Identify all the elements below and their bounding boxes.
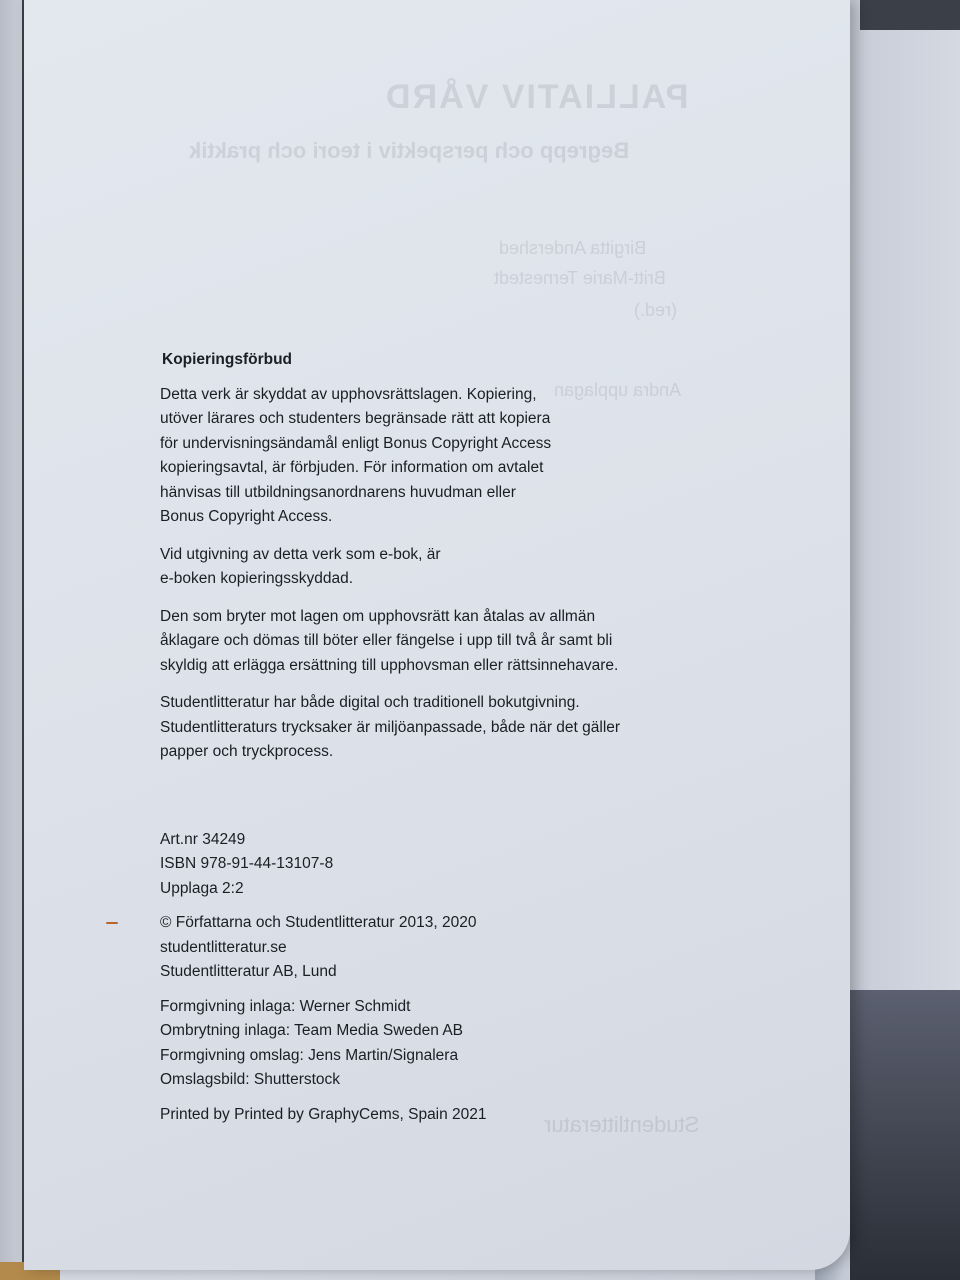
paragraph-penalty [160, 605, 680, 679]
spacer [160, 778, 680, 828]
text-line: Studentlitteraturs trycksaker är miljöanpassade, både när det gäller [160, 718, 621, 736]
text-line: Studentlitteratur har både digital och traditionell bokutgivning. [160, 694, 580, 711]
text-line: åklagare och dömas till böter eller fängelse i upp till två år samt bli [160, 632, 613, 649]
text-line: utöver lärares och studenters begränsade rätt att kopiera [160, 410, 551, 427]
ink-mark [106, 922, 118, 924]
credit-line: Omslagsbild: Shutterstock [160, 1071, 341, 1088]
text-line: för undervisningsändamål enligt Bonus Copyright Access [160, 434, 552, 452]
publisher-name: Studentlitteratur AB, Lund [160, 963, 337, 980]
credit-line: Formgivning omslag: Jens Martin/Signalera [160, 1046, 459, 1064]
bleed-through-subtitle: Begrepp och perspektiv i teori och praktik [189, 138, 630, 163]
printer-info [160, 1103, 680, 1128]
paragraph-environment [160, 691, 680, 765]
bleed-through-line: (red.) [634, 300, 678, 320]
bleed-through-title: PALLIATIV VÅRD [384, 78, 689, 116]
text-line: hänvisas till utbildningsanordnarens huvudman eller [160, 483, 516, 501]
article-info [160, 828, 680, 902]
edition: Upplaga 2:2 [160, 879, 244, 897]
publisher-website: studentlitteratur.se [160, 938, 287, 956]
bleed-through-line: Birgitta Andershed [499, 238, 647, 258]
text-line: Vid utgivning av detta verk som e-bok, är [160, 545, 441, 563]
section-heading: Kopieringsförbud [162, 351, 293, 368]
paragraph-copyright [160, 383, 680, 530]
text-line: Detta verk är skyddat av upphovsrättslagen. Kopiering, [160, 385, 537, 403]
design-credits [160, 995, 680, 1093]
background-bottom-right [850, 990, 960, 1280]
text-line: e-boken kopieringsskyddad. [160, 570, 354, 587]
copyright-notice: © Författarna och Studentlitteratur 2013, 2020 [160, 914, 477, 931]
bleed-through-line: Britt-Marie Ternestedt [494, 268, 666, 288]
text-line: skyldig att erlägga ersättning till upphovsman eller rättsinnehavare. [160, 656, 619, 674]
bleed-through-publisher: Studentlitteratur [544, 1112, 700, 1137]
credit-line: Formgivning inlaga: Werner Schmidt [160, 997, 411, 1015]
article-number: Art.nr 34249 [160, 830, 246, 848]
isbn: ISBN 978-91-44-13107-8 [160, 855, 334, 872]
credit-line: Ombrytning inlaga: Team Media Sweden AB [160, 1022, 463, 1039]
copyright-page-text [160, 348, 680, 1137]
publisher-info [160, 911, 680, 985]
text-line: kopieringsavtal, är förbjuden. För information om avtalet [160, 459, 544, 476]
background-top-right [860, 0, 960, 30]
bleed-through-line: Andra upplagan [554, 380, 682, 400]
text-line: papper och tryckprocess. [160, 743, 334, 760]
text-line: Den som bryter mot lagen om upphovsrätt kan åtalas av allmän [160, 607, 596, 625]
printed-by: Printed by Printed by GraphyCems, Spain 2021 [160, 1105, 487, 1123]
paragraph-ebook [160, 543, 680, 592]
text-line: Bonus Copyright Access. [160, 508, 333, 525]
